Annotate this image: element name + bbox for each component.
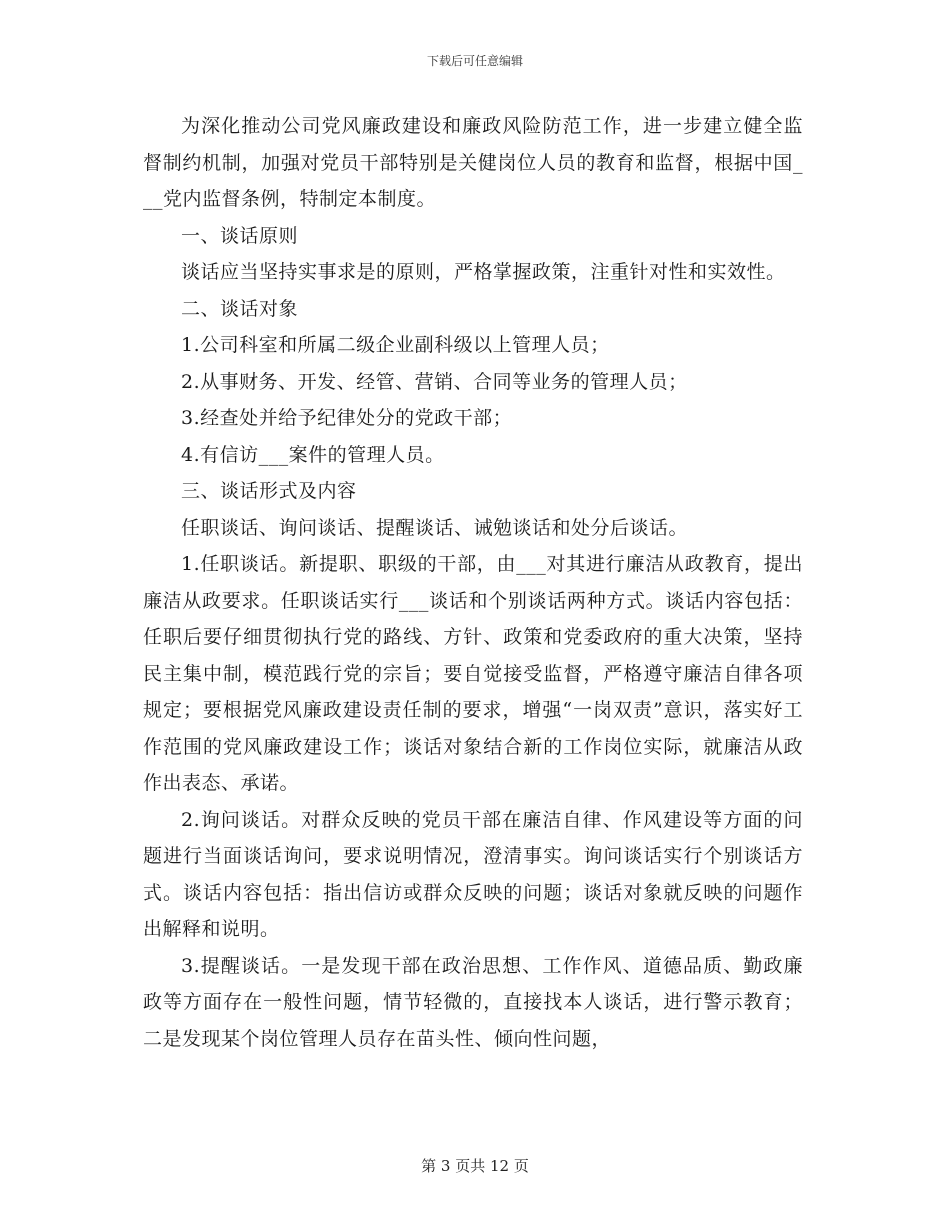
paragraph-intro: 为深化推动公司党风廉政建设和廉政风险防范工作，进一步建立健全监督制约机制，加强对党员干部特别是关健岗位人员的教育和监督，根据中国___党内监督条例，特制定本制度。: [143, 115, 803, 210]
page-number: 第 3 页共 12 页: [421, 1157, 529, 1175]
list-item-target-1: 1.公司科室和所属二级企业副科级以上管理人员；: [181, 334, 610, 356]
paragraph-principles: 谈话应当坚持实事求是的原则，严格掌握政策，注重针对性和实效性。: [181, 261, 786, 283]
document-body: [143, 108, 803, 1057]
list-item-target-2: 2.从事财务、开发、经管、营销、合同等业务的管理人员；: [181, 370, 688, 393]
paragraph-forms-summary: 任职谈话、询问谈话、提醒谈话、诫勉谈话和处分后谈话。: [181, 516, 689, 539]
heading-forms: 三、谈话形式及内容: [181, 480, 357, 502]
list-item-target-4: 4.有信访___案件的管理人员。: [181, 443, 445, 466]
heading-targets: 二、谈话对象: [181, 297, 299, 320]
paragraph-reminder-talk: 3.提醒谈话。一是发现干部在政治思想、工作作风、道德品质、勤政廉政等方面存在一般性问题，情节轻微的，直接找本人谈话，进行警示教育；二是发现某个岗位管理人员存在苗头性、倾向性问题，: [143, 954, 803, 1050]
paragraph-appointment-talk: 1.任职谈话。新提职、职级的干部，由___对其进行廉洁从政教育，提出廉洁从政要求。任职谈话实行___谈话和个别谈话两种方式。谈话内容包括：任职后要仔细贯彻执行党的路线、方针、政策和党委政府的重大决策，坚持民主集中制，模范践行党的宗旨；要自觉接受监督，严格遵守廉洁自律各项规定；要根据党风廉政建设责任制的要求，增强“一岗双责”意识，落实好工作范围的党风廉政建设工作；谈话对象结合新的工作岗位实际，就廉洁从政作出表态、承诺。: [143, 553, 803, 794]
heading-principles: 一、谈话原则: [181, 224, 299, 247]
list-item-target-3: 3.经查处并给予纪律处分的党政干部；: [181, 407, 513, 429]
page-header-note: 下载后可任意编辑: [426, 54, 523, 68]
paragraph-inquiry-talk: 2.询问谈话。对群众反映的党员干部在廉洁自律、作风建设等方面的问题进行当面谈话询问，要求说明情况，澄清事实。询问谈话实行个别谈话方式。谈话内容包括：指出信访或群众反映的问题；谈话对象就反映的问题作出解释和说明。: [143, 808, 803, 940]
